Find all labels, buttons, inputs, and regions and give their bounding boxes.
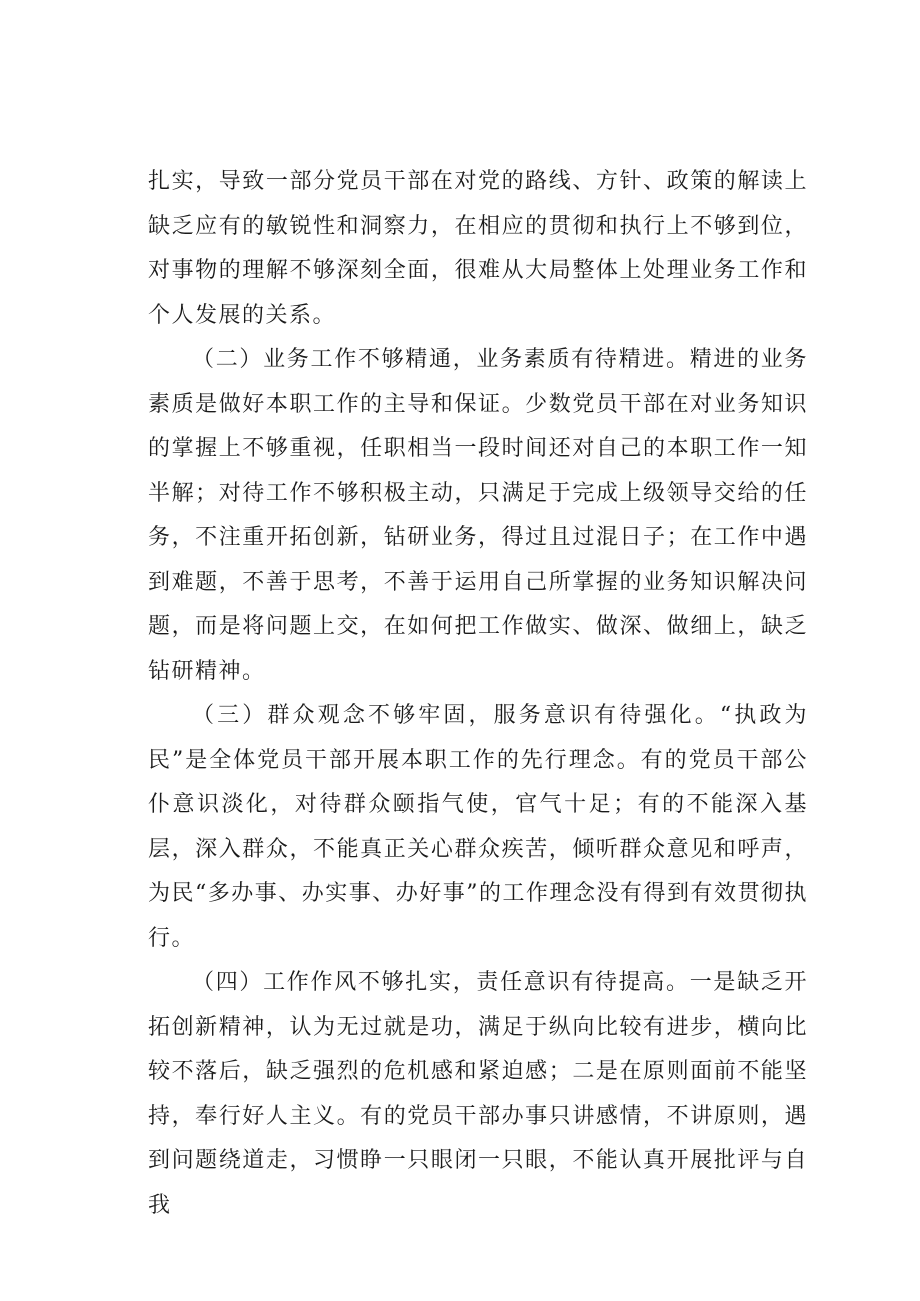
paragraph-continued: 扎实，导致一部分党员干部在对党的路线、方针、政策的解读上缺乏应有的敏锐性和洞察力，在相应的贯彻和执行上不够到位，对事物的理解不够深刻全面，很难从大局整体上处理业务工作和个人发展的关系。 <box>148 169 808 328</box>
paragraph-section-3: （三）群众观念不够牢固，服务意识有待强化。“执政为民”是全体党员干部开展本职工作的先行理念。有的党员干部公仆意识淡化，对待群众颐指气使，官气十足；有的不能深入基层，深入群众，不能真正关心群众疾苦，倾听群众意见和呼声，为民“多办事、办实事、办好事”的工作理念没有得到有效贯彻执行。 <box>148 703 808 951</box>
paragraph-section-4: （四）工作作风不够扎实，责任意识有待提高。一是缺乏开拓创新精神，认为无过就是功，满足于纵向比较有进步，横向比较不落后，缺乏强烈的危机感和紧迫感；二是在原则面前不能坚持，奉行好人主义。有的党员干部办事只讲感情，不讲原则，遇到问题绕道走，习惯睁一只眼闭一只眼，不能认真开展批评与自我 <box>148 970 808 1218</box>
paragraph-section-2: （二）业务工作不够精通，业务素质有待精进。精进的业务素质是做好本职工作的主导和保证。少数党员干部在对业务知识的掌握上不够重视，任职相当一段时间还对自己的本职工作一知半解；对待工作不够积极主动，只满足于完成上级领导交给的任务，不注重开拓创新，钻研业务，得过且过混日子；在工作中遇到难题，不善于思考，不善于运用自己所掌握的业务知识解决问题，而是将问题上交，在如何把工作做实、做深、做细上，缺乏钻研精神。 <box>148 347 808 684</box>
document-body <box>148 160 808 1228</box>
